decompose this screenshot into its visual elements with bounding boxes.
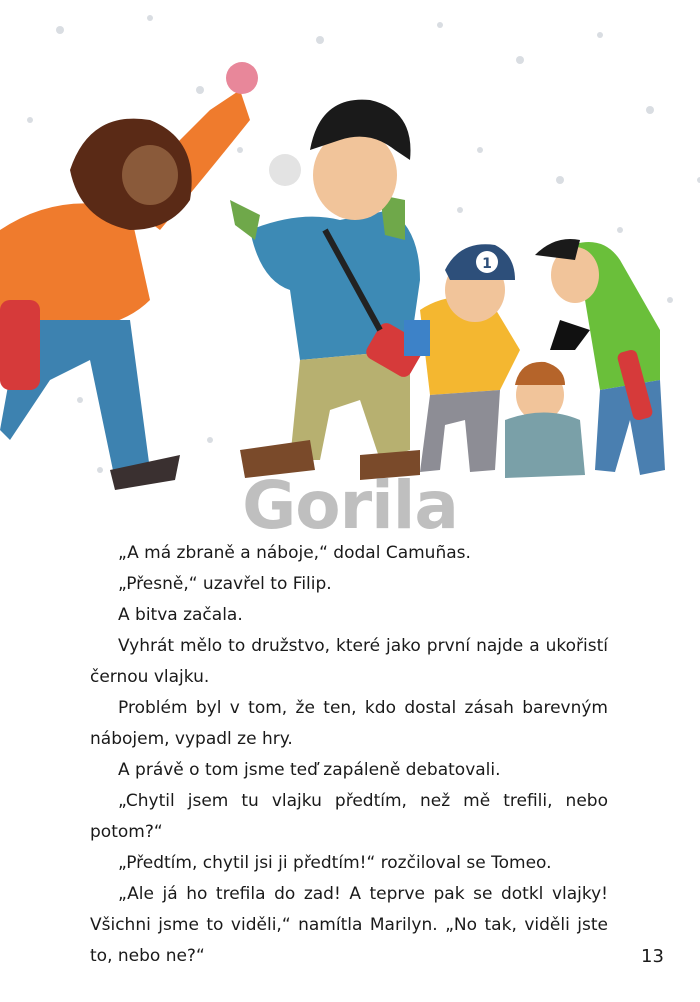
paragraph: „Předtím, chytil jsi ji předtím!“ rozčiloval se Tomeo.: [118, 853, 552, 873]
body-text: [90, 538, 608, 972]
small-boy-sitting: [505, 320, 590, 478]
paragraph: Problém byl v tom, že ten, kdo dostal zásah barevným nábojem, vypadl ze hry.: [90, 698, 608, 749]
paragraph: „Chytil jsem tu vlajku předtím, než mě trefili, nebo potom?“: [90, 791, 608, 842]
boy-yellow-jacket-cap: [404, 244, 520, 472]
paragraph: A bitva začala.: [118, 605, 243, 625]
paragraph: „A má zbraně a náboje,“ dodal Camuñas.: [118, 543, 471, 563]
paragraph: „Přesně,“ uzavřel to Filip.: [118, 574, 332, 594]
paragraph: Vyhrát mělo to družstvo, které jako první najde a ukořistí černou vlajku.: [90, 636, 608, 687]
paragraph: „Ale já ho trefila do zad! A teprve pak se dotkl vlajky! Všichni jsme to viděli,“ namítla Marilyn. „No tak, viděli jste to, nebo ne?“: [90, 884, 608, 966]
boy-teal-sweater: [230, 100, 427, 480]
page-number: 13: [641, 946, 664, 967]
snowball-fight-illustration: [0, 0, 700, 500]
paragraph: A právě o tom jsme teď zapáleně debatovali.: [118, 760, 501, 780]
cap-number: 1: [482, 256, 492, 272]
girl-orange-coat: [0, 62, 258, 490]
watermark-logo: Gorila: [242, 467, 458, 544]
